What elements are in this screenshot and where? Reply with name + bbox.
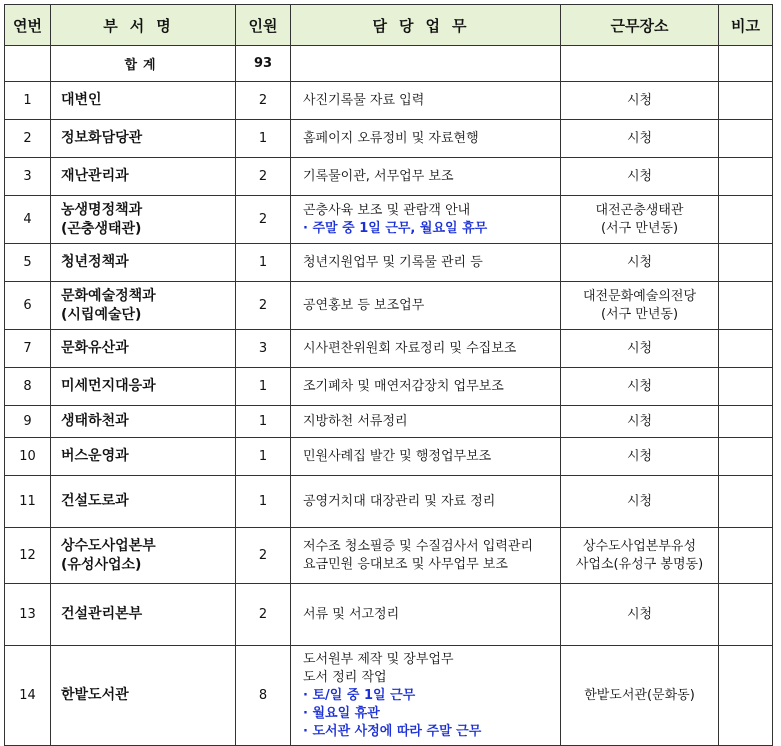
work-location-line: (서구 만년동) <box>600 306 679 322</box>
note-cell <box>719 406 773 438</box>
total-row <box>5 46 773 82</box>
table-row <box>5 646 773 746</box>
total-count: 93 <box>236 46 291 82</box>
work-location-line: 사업소(유성구 봉명동) <box>575 556 704 572</box>
duty-line: 시사편찬위원회 자료정리 및 수집보조 <box>303 340 517 356</box>
row-number: 10 <box>5 438 51 476</box>
work-location <box>561 476 719 528</box>
duty-line: 지방하천 서류정리 <box>303 413 408 429</box>
staff-count: 1 <box>236 476 291 528</box>
total-note <box>719 46 773 82</box>
table-row <box>5 330 773 368</box>
duty-line: 공영거치대 대장관리 및 자료 정리 <box>303 493 496 509</box>
duty-description <box>291 406 561 438</box>
staff-count: 2 <box>236 584 291 646</box>
note-cell <box>719 368 773 406</box>
row-number: 8 <box>5 368 51 406</box>
department-name-line: 건설관리본부 <box>61 606 143 622</box>
work-location <box>561 82 719 120</box>
duty-line: 홈페이지 오류정비 및 자료현행 <box>303 130 479 146</box>
duty-line: 저수조 청소필증 및 수질검사서 입력관리 <box>303 538 534 554</box>
duty-line: 도서 정리 작업 <box>303 669 387 685</box>
table-row <box>5 120 773 158</box>
work-location <box>561 120 719 158</box>
work-location <box>561 282 719 330</box>
duty-line: 도서원부 제작 및 장부업무 <box>303 651 454 667</box>
duty-line: 공연홍보 등 보조업무 <box>303 297 425 313</box>
table-row <box>5 584 773 646</box>
duty-description <box>291 120 561 158</box>
total-duty <box>291 46 561 82</box>
row-number: 5 <box>5 244 51 282</box>
duty-line: 민원사례집 발간 및 행정업무보조 <box>303 448 492 464</box>
header-note: 비고 <box>719 5 773 46</box>
header-dept: 부서명 <box>51 5 236 46</box>
department-name <box>51 82 236 120</box>
staff-count: 3 <box>236 330 291 368</box>
work-location-line: 대전곤충생태관 <box>595 202 684 218</box>
staff-count: 8 <box>236 646 291 746</box>
note-cell <box>719 282 773 330</box>
row-number: 7 <box>5 330 51 368</box>
duty-line: 요금민원 응대보조 및 사무업무 보조 <box>303 556 508 572</box>
department-name-line: 생태하천과 <box>61 413 129 429</box>
work-location-line: 한밭도서관(문화동) <box>584 687 695 703</box>
total-place <box>561 46 719 82</box>
department-name-line: 청년정책과 <box>61 254 129 270</box>
row-number: 4 <box>5 196 51 244</box>
work-location <box>561 330 719 368</box>
table-row <box>5 82 773 120</box>
work-location-line: 대전문화예술의전당 <box>582 288 697 304</box>
staff-count: 1 <box>236 368 291 406</box>
work-location-line: 시청 <box>626 606 653 622</box>
duty-description <box>291 196 561 244</box>
department-name-line: 문화유산과 <box>61 340 129 356</box>
department-name <box>51 330 236 368</box>
duty-line: 사진기록물 자료 입력 <box>303 92 425 108</box>
duty-description <box>291 158 561 196</box>
duty-description <box>291 244 561 282</box>
work-location <box>561 368 719 406</box>
note-cell <box>719 196 773 244</box>
department-name-line: 농생명정책과 <box>61 201 143 218</box>
department-name <box>51 476 236 528</box>
table-row <box>5 158 773 196</box>
duty-description <box>291 82 561 120</box>
work-location-line: 시청 <box>626 493 653 509</box>
work-location <box>561 438 719 476</box>
row-number: 13 <box>5 584 51 646</box>
work-location-line: 시청 <box>626 378 653 394</box>
table-row <box>5 282 773 330</box>
note-cell <box>719 82 773 120</box>
department-name <box>51 528 236 584</box>
work-location <box>561 584 719 646</box>
duty-line: 조기폐차 및 매연저감장치 업무보조 <box>303 378 504 394</box>
table-row <box>5 368 773 406</box>
work-location-line: 시청 <box>626 340 653 356</box>
department-name-line: 정보화담당관 <box>61 130 143 146</box>
staff-count: 1 <box>236 406 291 438</box>
work-location-line: 상수도사업본부유성 <box>582 538 697 554</box>
duty-description <box>291 368 561 406</box>
row-number: 11 <box>5 476 51 528</box>
note-cell <box>719 244 773 282</box>
row-number: 6 <box>5 282 51 330</box>
work-location-line: 시청 <box>626 130 653 146</box>
row-number: 2 <box>5 120 51 158</box>
row-number: 12 <box>5 528 51 584</box>
department-name-line: 건설도로과 <box>61 493 129 509</box>
duty-line: 기록물이관, 서무업무 보조 <box>303 168 454 184</box>
department-name-line: (시립예술단) <box>61 306 142 323</box>
row-number: 3 <box>5 158 51 196</box>
staff-count: 2 <box>236 82 291 120</box>
table-row <box>5 406 773 438</box>
note-cell <box>719 120 773 158</box>
duty-description <box>291 476 561 528</box>
table-row <box>5 476 773 528</box>
work-location <box>561 646 719 746</box>
department-name <box>51 244 236 282</box>
staff-count: 2 <box>236 196 291 244</box>
staff-count: 1 <box>236 244 291 282</box>
note-cell <box>719 528 773 584</box>
duty-line: 청년지원업무 및 기록물 관리 등 <box>303 254 483 270</box>
duty-line: 곤충사육 보조 및 관람객 안내 <box>303 202 471 218</box>
department-name <box>51 120 236 158</box>
staff-assignment-table <box>4 4 773 746</box>
row-number: 1 <box>5 82 51 120</box>
duty-description <box>291 584 561 646</box>
row-number: 9 <box>5 406 51 438</box>
header-count: 인원 <box>236 5 291 46</box>
table-row <box>5 196 773 244</box>
work-location <box>561 196 719 244</box>
work-location-line: 시청 <box>626 168 653 184</box>
staff-count: 1 <box>236 120 291 158</box>
duty-note-line: · 토/일 중 1일 근무 <box>303 687 416 703</box>
table-row <box>5 438 773 476</box>
department-name-line: (유성사업소) <box>61 556 142 573</box>
department-name <box>51 158 236 196</box>
department-name-line: 대변인 <box>61 92 102 108</box>
note-cell <box>719 646 773 746</box>
department-name-line: 한밭도서관 <box>61 687 129 703</box>
staff-count: 2 <box>236 158 291 196</box>
staff-count: 2 <box>236 282 291 330</box>
department-name <box>51 438 236 476</box>
work-location-line: 시청 <box>626 254 653 270</box>
department-name <box>51 282 236 330</box>
duty-note-line: · 도서관 사정에 따라 주말 근무 <box>303 723 482 739</box>
department-name <box>51 584 236 646</box>
department-name <box>51 406 236 438</box>
work-location-line: 시청 <box>626 413 653 429</box>
work-location-line: (서구 만년동) <box>600 220 679 236</box>
work-location-line: 시청 <box>626 92 653 108</box>
note-cell <box>719 584 773 646</box>
duty-description <box>291 528 561 584</box>
duty-note-line: · 주말 중 1일 근무, 월요일 휴무 <box>303 220 488 236</box>
note-cell <box>719 330 773 368</box>
note-cell <box>719 476 773 528</box>
duty-description <box>291 282 561 330</box>
table-row <box>5 244 773 282</box>
department-name-line: 미세먼지대응과 <box>61 378 156 394</box>
duty-description <box>291 438 561 476</box>
department-name-line: 문화예술정책과 <box>61 287 156 304</box>
work-location <box>561 244 719 282</box>
staff-count: 2 <box>236 528 291 584</box>
duty-note-line: · 월요일 휴관 <box>303 705 380 721</box>
department-name <box>51 646 236 746</box>
work-location-line: 시청 <box>626 448 653 464</box>
staff-count: 1 <box>236 438 291 476</box>
total-label: 합계 <box>51 46 236 82</box>
duty-description <box>291 330 561 368</box>
department-name <box>51 368 236 406</box>
header-duty: 담당업무 <box>291 5 561 46</box>
work-location <box>561 406 719 438</box>
work-location <box>561 528 719 584</box>
table-row <box>5 528 773 584</box>
row-number: 14 <box>5 646 51 746</box>
header-place: 근무장소 <box>561 5 719 46</box>
header-no: 연번 <box>5 5 51 46</box>
department-name-line: 재난관리과 <box>61 168 129 184</box>
duty-line: 서류 및 서고정리 <box>303 606 400 622</box>
department-name-line: 버스운영과 <box>61 448 129 464</box>
note-cell <box>719 438 773 476</box>
total-no <box>5 46 51 82</box>
department-name <box>51 196 236 244</box>
duty-description <box>291 646 561 746</box>
department-name-line: (곤충생태관) <box>61 220 142 237</box>
note-cell <box>719 158 773 196</box>
department-name-line: 상수도사업본부 <box>61 537 156 554</box>
header-row <box>5 5 773 46</box>
work-location <box>561 158 719 196</box>
